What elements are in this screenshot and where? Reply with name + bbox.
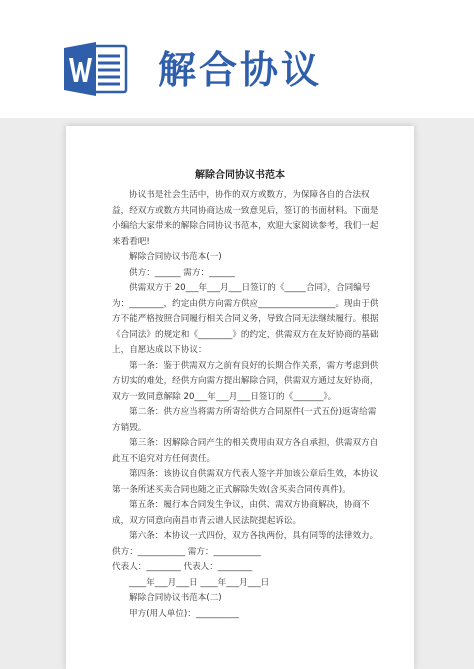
clause-3: 第三条：因解除合同产生的相关费用由双方各自承担，供需双方自此互不追究对方任何责任。	[112, 438, 379, 464]
page-header	[0, 0, 474, 118]
clause-2: 第二条：供方应当将需方所寄给供方合同原件(一式五份)返寄给需方销毁。	[112, 407, 377, 433]
clause-6: 第六条：本协议一式四份，双方各执两份，具有同等的法律效力。	[129, 531, 379, 541]
word-icon	[62, 40, 128, 98]
sample2-heading: 解除合同协议书范本(二)	[129, 593, 222, 603]
parties-line: 供方：______ 需方：______	[129, 267, 235, 278]
clause-4: 第四条：该协议自供需双方代表人签字并加该公章后生效，本协议第一条所述买卖合同也随之正式解除失效(含买卖合同传真件)。	[112, 469, 379, 495]
signature-parties: 供方：___________ 需方：___________	[112, 546, 261, 557]
page-title: 解合协议	[158, 48, 323, 92]
document-body	[112, 188, 382, 622]
signature-representatives: 代表人：________ 代表人：________	[112, 562, 253, 572]
signature-date: ____年___月___日 ____年___月___日	[129, 577, 270, 588]
sample1-heading: 解除合同协议书范本(一)	[129, 252, 222, 262]
clause-1: 第一条：鉴于供需双方之前有良好的长期合作关系，需方考虑到供方切实的难处，经供方向需方提出解除合同，供需双方通过友好协商，双方一致同意解除 20___年___月___日签订的《_______》。	[112, 360, 379, 402]
document-stage	[0, 118, 474, 669]
document-page	[66, 126, 414, 669]
document-title: 解除合同协议书范本	[195, 170, 285, 181]
paragraph-1: 供需双方于 20___年___月___日签订的《_____合同》，合同编号为：________，约定由供方向需方供应__________________。现由于供方不能严格按照合同履行相关合同义务，导致合同无法继续履行。根据《合同法》的规定和《________》的约定，供需双方在友好协商的基础上，自愿达成以下协议：	[112, 283, 379, 355]
intro-paragraph: 协议书是社会生活中，协作的双方或数方，为保障各自的合法权益，经双方或数方共同协商达成一致意见后，签订的书面材料。下面是小编给大家带来的解除合同协议书范本，欢迎大家阅读参考，我们一起来看看吧!	[112, 190, 379, 247]
clause-5: 第五条：履行本合同发生争议，由供、需双方协商解决，协商不成，双方同意向南昌市青云谱人民法院提起诉讼。	[112, 500, 370, 526]
party-a-line: 甲方(用人单位)：__________	[129, 608, 239, 619]
